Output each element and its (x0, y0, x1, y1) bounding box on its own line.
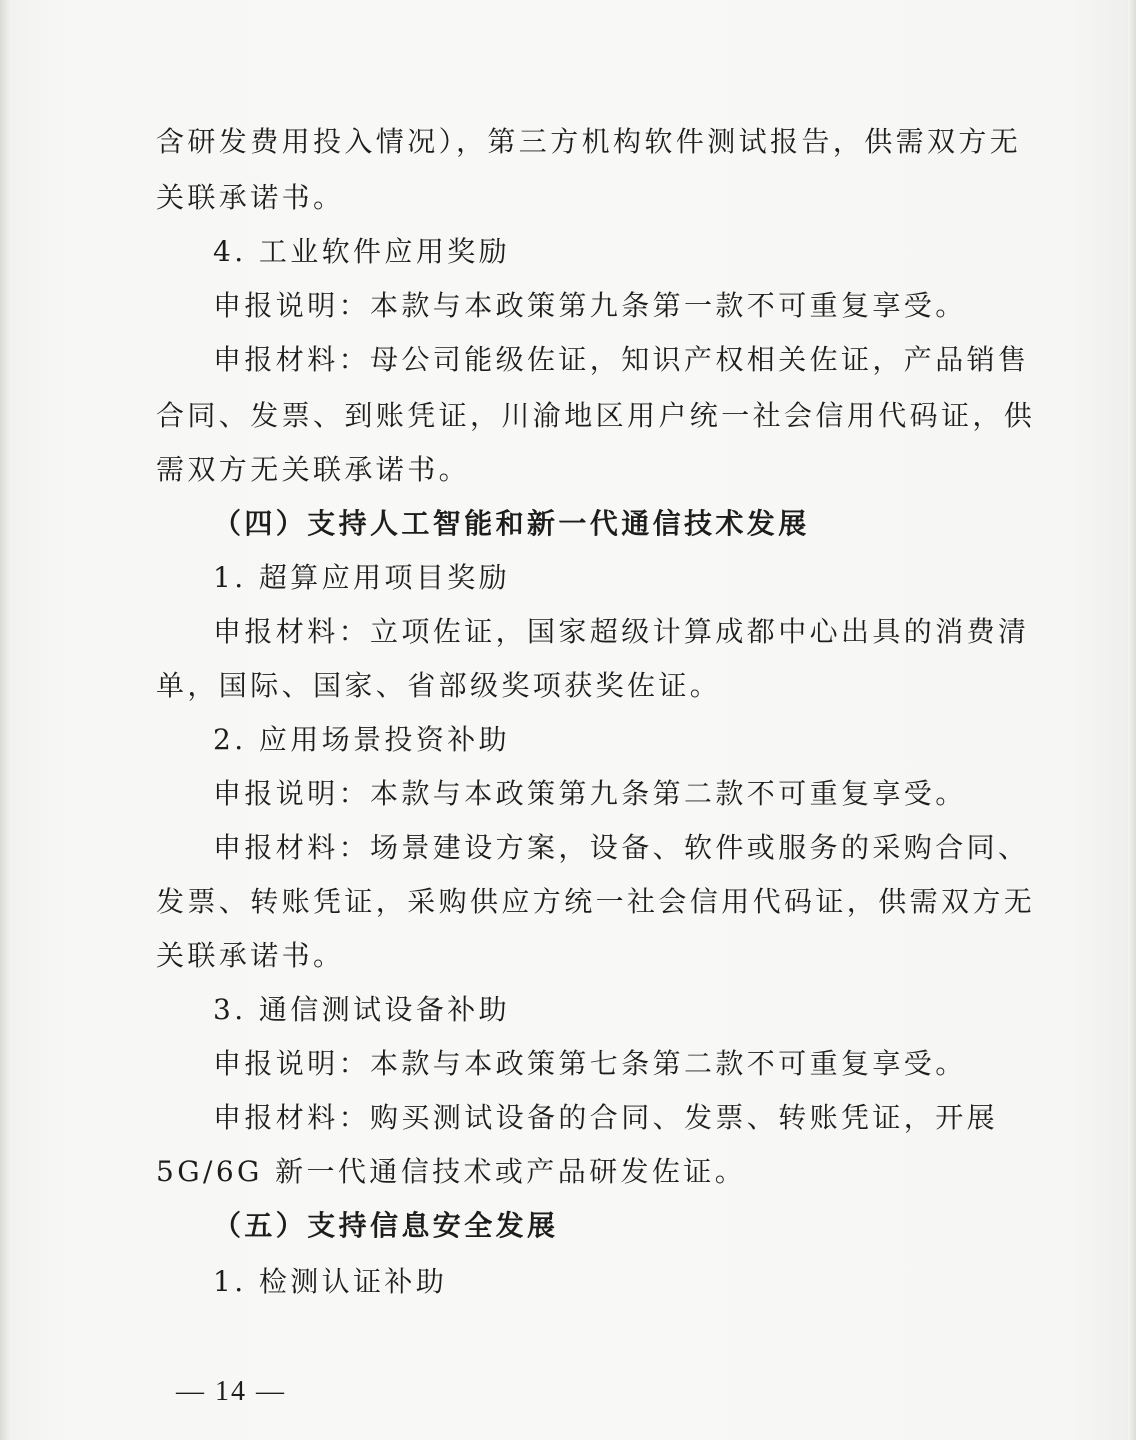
item-heading-communication-test-equipment: 3. 通信测试设备补助 (213, 993, 511, 1026)
page-left-edge-shadow (0, 0, 10, 1440)
body-line-continuation: 5G/6G 新一代通信技术或产品研发佐证。 (156, 1155, 747, 1188)
item-heading-supercomputing: 1. 超算应用项目奖励 (213, 561, 511, 594)
page-right-edge-shadow (1128, 0, 1136, 1440)
page-number: — 14 — (176, 1376, 286, 1407)
declaration-note: 申报说明：本款与本政策第七条第二款不可重复享受。 (213, 1047, 967, 1080)
declaration-materials: 申报材料：场景建设方案，设备、软件或服务的采购合同、 (213, 831, 1030, 864)
section-heading-ai-communications: （四）支持人工智能和新一代通信技术发展 (213, 507, 810, 540)
body-line-continuation: 需双方无关联承诺书。 (156, 453, 471, 486)
declaration-materials: 申报材料：购买测试设备的合同、发票、转账凭证，开展 (213, 1101, 999, 1134)
body-line-continuation: 关联承诺书。 (156, 181, 345, 214)
item-heading-testing-certification: 1. 检测认证补助 (213, 1265, 448, 1298)
item-heading-industrial-software: 4. 工业软件应用奖励 (213, 235, 511, 268)
body-line-continuation: 含研发费用投入情况），第三方机构软件测试报告，供需双方无 (156, 125, 1022, 158)
body-line-continuation: 发票、转账凭证，采购供应方统一社会信用代码证，供需双方无 (156, 885, 1036, 918)
body-line-continuation: 关联承诺书。 (156, 939, 345, 972)
body-line-continuation: 单，国际、国家、省部级奖项获奖佐证。 (156, 669, 722, 702)
section-heading-information-security: （五）支持信息安全发展 (213, 1209, 559, 1242)
item-heading-scenario-investment: 2. 应用场景投资补助 (213, 723, 511, 756)
declaration-materials: 申报材料：立项佐证，国家超级计算成都中心出具的消费清 (213, 615, 1030, 648)
declaration-note: 申报说明：本款与本政策第九条第一款不可重复享受。 (213, 289, 967, 322)
declaration-materials: 申报材料：母公司能级佐证，知识产权相关佐证，产品销售 (213, 343, 1030, 376)
body-line-continuation: 合同、发票、到账凭证，川渝地区用户统一社会信用代码证，供 (156, 399, 1036, 432)
declaration-note: 申报说明：本款与本政策第九条第二款不可重复享受。 (213, 777, 967, 810)
